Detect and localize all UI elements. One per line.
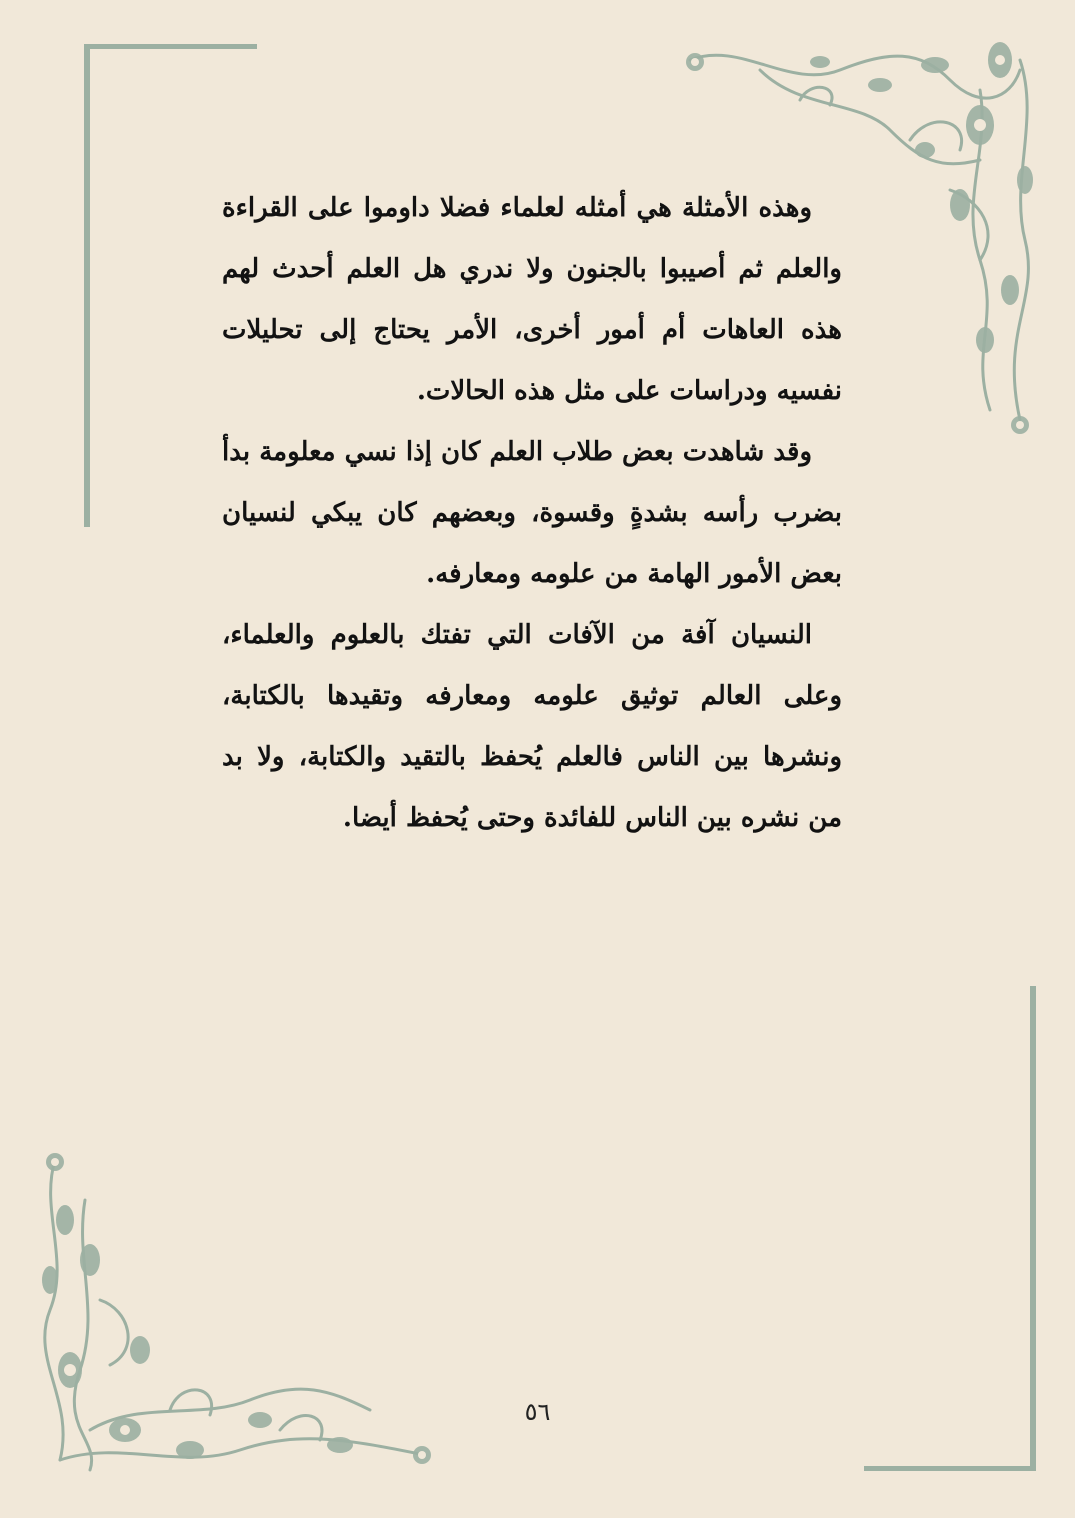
page-number: ٥٦ [524, 1398, 551, 1426]
floral-corner-bottom-left-icon [30, 1150, 440, 1480]
paragraph-3: النسيان آفة من الآفات التي تفتك بالعلوم والعلماء، وعلى العالم توثيق علومه ومعارفه وتقيدها بالكتابة، ونشرها بين الناس فالعلم يُحفظ بالتقيد والكتابة، ولا بد من نشره بين الناس للفائدة وحتى يُحفظ أيضا. [222, 620, 842, 833]
frame-bottom-right-horizontal [864, 1466, 1036, 1471]
frame-top-left-horizontal [84, 44, 257, 49]
body-text [222, 178, 842, 849]
frame-top-left-vertical [84, 44, 90, 527]
paragraph-2: وقد شاهدت بعض طلاب العلم كان إذا نسي معلومة بدأ بضرب رأسه بشدةٍ وقسوة، وبعضهم كان يبكي لنسيان بعض الأمور الهامة من علومه ومعارفه. [222, 437, 842, 589]
paragraph-1: وهذه الأمثلة هي أمثله لعلماء فضلا داوموا على القراءة والعلم ثم أصيبوا بالجنون ولا ندري هل العلم أحدث لهم هذه العاهات أم أمور أخرى، الأمر يحتاج إلى تحليلات نفسيه ودراسات على مثل هذه الحالات. [222, 193, 842, 406]
